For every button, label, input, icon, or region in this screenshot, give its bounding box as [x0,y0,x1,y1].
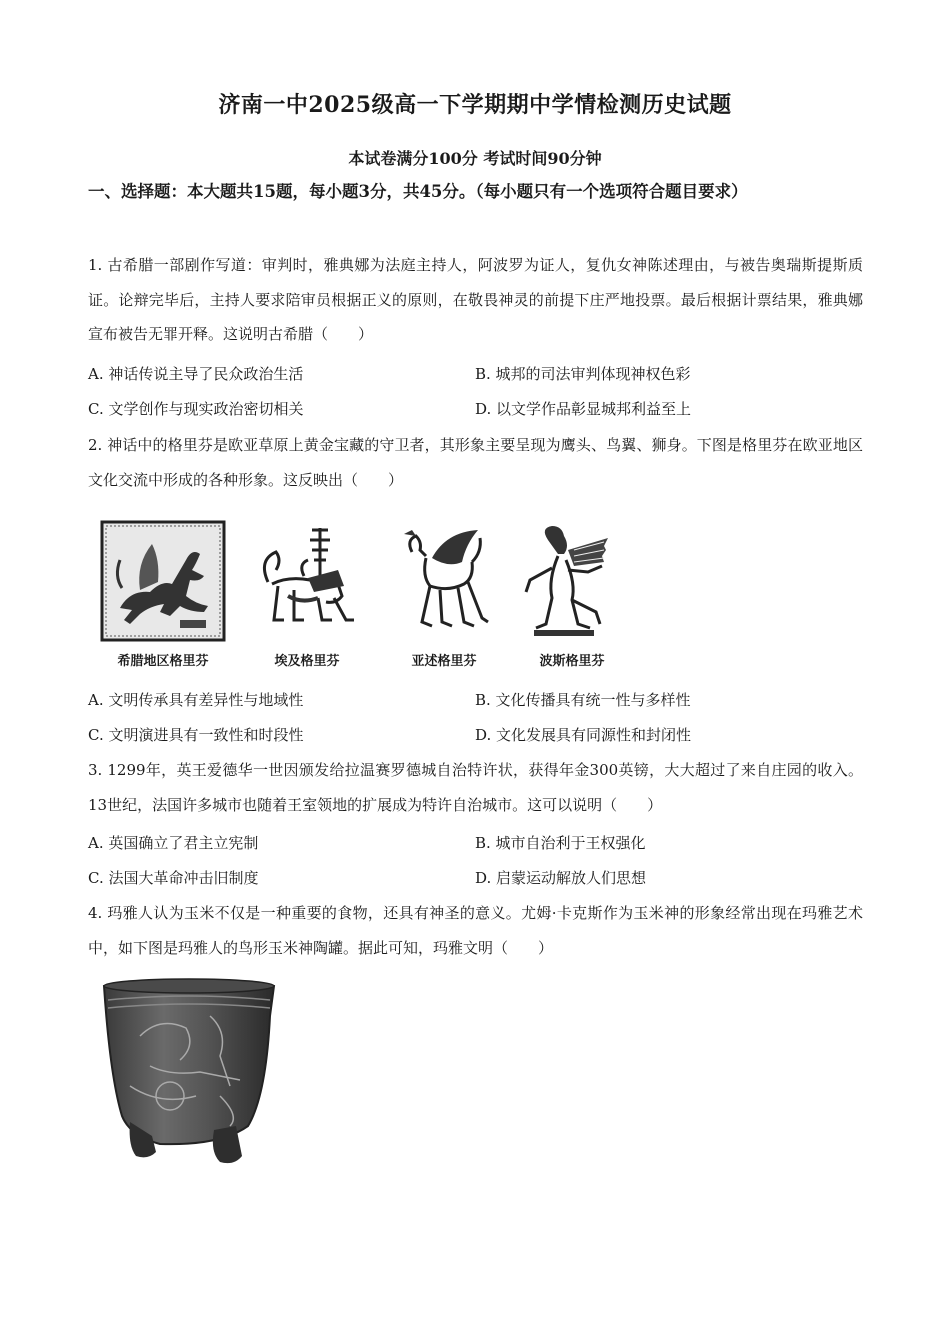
figure-caption-egyptian: 埃及格里芬 [274,654,340,669]
figure-caption-greek: 希腊地区格里芬 [117,654,209,669]
section-heading: 一、选择题：本大题共15题，每小题3分，共45分。（每小题只有一个选项符合题目要求） [88,182,748,201]
question-3-option-a: A. 英国确立了君主立宪制 [88,834,259,852]
question-3-option-c: C. 法国大革命冲击旧制度 [88,869,259,887]
question-1-option-a: A. 神话传说主导了民众政治生活 [88,365,304,383]
question-1-option-b: B. 城邦的司法审判体现神权色彩 [475,365,691,383]
exam-info: 本试卷满分100分 考试时间90分钟 [348,149,602,168]
question-3-option-b: B. 城市自治利于王权强化 [475,834,646,852]
question-3-option-d: D. 启蒙运动解放人们思想 [475,869,647,887]
figure-caption-assyrian: 亚述格里芬 [411,654,477,669]
assyrian-griffin-image [392,522,492,638]
egyptian-griffin-image [248,520,366,638]
figure-caption-persian: 波斯格里芬 [539,654,605,669]
question-2-option-a: A. 文明传承具有差异性与地域性 [88,691,304,709]
maya-maize-god-vessel-image [100,976,278,1170]
question-1-option-c: C. 文学创作与现实政治密切相关 [88,400,304,418]
question-2-stem: 2. 神话中的格里芬是欧亚草原上黄金宝藏的守卫者，其形象主要呈现为鹰头、鸟翼、狮身。下图是格里芬在欧亚地区文化交流中形成的各种形象。这反映出（ ） [88,436,863,489]
page-title: 济南一中2025级高一下学期期中学情检测历史试题 [218,92,732,118]
persian-griffin-image [518,520,610,640]
question-2-option-c: C. 文明演进具有一致性和时段性 [88,726,304,744]
question-1-option-d: D. 以文学作品彰显城邦利益至上 [475,400,692,418]
question-4-stem: 4. 玛雅人认为玉米不仅是一种重要的食物，还具有神圣的意义。尤姆·卡克斯作为玉米神的形象经常出现在玛雅艺术中，如下图是玛雅人的鸟形玉米神陶罐。据此可知，玛雅文明（ ） [88,904,863,957]
question-2-option-b: B. 文化传播具有统一性与多样性 [475,691,691,709]
question-2-option-d: D. 文化发展具有同源性和封闭性 [475,726,692,744]
question-3-stem: 3. 1299年，英王爱德华一世因颁发给拉温赛罗德城自治特许状，获得年金300英镑，大大超过了来自庄园的收入。13世纪，法国许多城市也随着王室领地的扩展成为特许自治城市。这可以说明（ ） [88,761,863,814]
question-1-stem: 1. 古希腊一部剧作写道：审判时，雅典娜为法庭主持人，阿波罗为证人，复仇女神陈述理由，与被告奥瑞斯提斯质证。论辩完毕后，主持人要求陪审员根据正义的原则，在敬畏神灵的前提下庄严地投票。最后根据计票结果，雅典娜宣布被告无罪开释。这说明古希腊（ ） [88,256,863,343]
greek-griffin-image [100,520,226,642]
